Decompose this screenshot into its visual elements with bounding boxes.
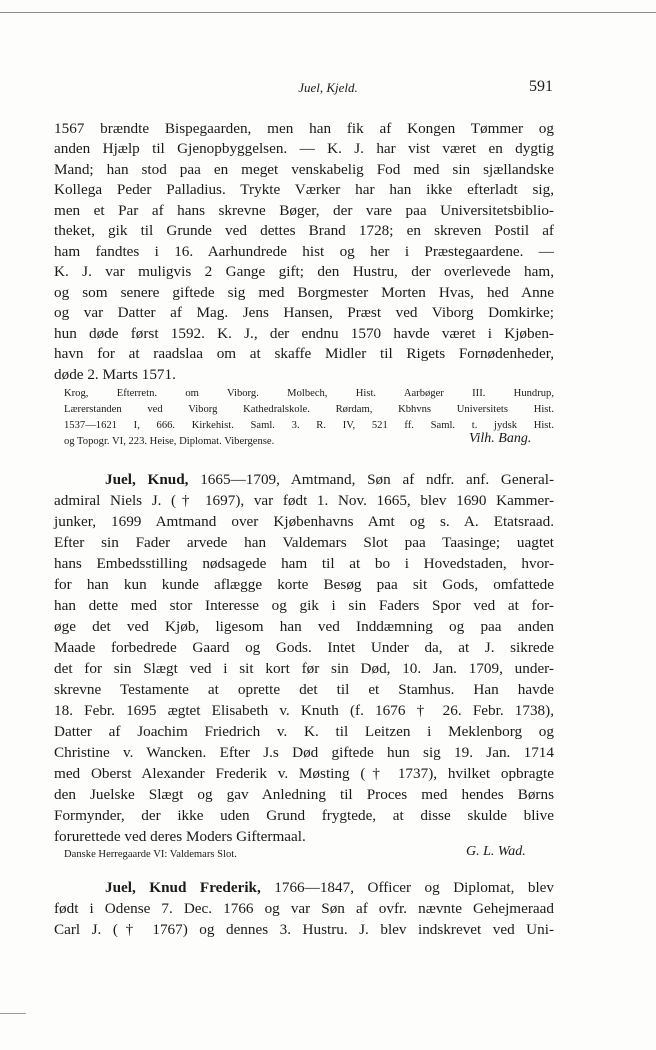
text-line: 1567 brændte Bispegaarden, men han fik af Kongen Tømmer og [54,120,554,137]
text-line: Kollega Peder Palladius. Trykte Værker har han ikke efterladt sig, [54,181,554,198]
text-line: Efter sin Fader arvede han Valdemars Slot paa Taasinge; uagtet [54,534,554,551]
text-run: 1766—1847, Officer og Diplomat, blev [260,879,554,896]
author-signature: G. L. Wad. [466,844,526,859]
source-line: Krog, Efterretn. om Viborg. Molbech, Hist. Aarbøger III. Hundrup, [64,388,554,399]
text-line: øge det ved Kjøb, ligesom han ved Inddæmning og paa anden [54,618,554,635]
source-line: og Topogr. VI, 223. Heise, Diplomat. Vibergense. [64,436,275,447]
text-line: admiral Niels J. († 1697), var født 1. Nov. 1665, blev 1690 Kammer- [54,492,554,509]
page-number: 591 [529,78,553,95]
text-line: hans Embedsstilling nødsagede ham til at bo i Hovedstaden, hvor- [54,555,554,572]
text-line: anden Hjælp til Gjenopbyggelsen. — K. J. har vist været en dygtig [54,140,554,157]
text-line: og som senere giftede sig med Borgmester Morten Hvas, hed Anne [54,284,554,301]
text-line: skrevne Testamente at oprette det til et Stamhus. Han havde [54,681,554,698]
text-line: døde 2. Marts 1571. [54,366,176,383]
text-line: med Oberst Alexander Frederik v. Møsting († 1737), hvilket opbragte [54,765,554,782]
text-line: Mand; han stod paa en meget venskabelig Fod med sin sjællandske [54,161,554,178]
text-line: Maade forbedrede Gaard og Gods. Intet Under da, at J. sikrede [54,639,554,656]
text-run: 1665—1709, Amtmand, Søn af ndfr. anf. General- [188,471,555,488]
text-line: født i Odense 7. Dec. 1766 og var Søn af ovfr. nævnte Gehejmeraad [54,900,554,917]
text-line: Formynder, der ikke uden Grund frygtede, at disse skulde blive [54,807,554,824]
text-line: det for sin Slægt ved i sit kort før sin Død, 10. Jan. 1709, under- [54,660,554,677]
author-signature: Vilh. Bang. [469,431,532,446]
text-line: Christine v. Wancken. Efter J.s Død giftede hun sig 19. Jan. 1714 [54,744,554,761]
running-head: Juel, Kjeld. [298,80,358,95]
text-line: og var Datter af Mag. Jens Hansen, Præst ved Viborg Domkirke; [54,304,554,321]
text-line: for han kun kunde aflægge korte Besøg paa sit Gods, omfattede [54,576,554,593]
source-line: Lærerstanden ved Viborg Kathedralskole. Rørdam, Kbhvns Universitets Hist. [64,404,554,415]
text-line [105,470,554,490]
text-line: den Juelske Slægt og gav Anledning til Proces med hendes Børns [54,786,554,803]
source-line: 1537—1621 I, 666. Kirkehist. Saml. 3. R. IV, 521 ff. Saml. t. jydsk Hist. [64,420,554,431]
text-line: hun døde først 1592. K. J., der endnu 1570 havde været i Kjøben- [54,325,554,342]
text-line [105,878,554,898]
source-line: Danske Herregaarde VI: Valdemars Slot. [64,849,237,860]
text-line: Carl J. († 1767) og dennes 3. Hustru. J. blev indskrevet ved Uni- [54,921,554,938]
text-line: ham fandtes i 16. Aarhundrede hist og her i Præstegaardene. — [54,243,554,260]
text-line: theket, gik til Grunde ved dettes Brand 1728; en skreven Postil af [54,222,554,239]
margin-mark [0,1013,26,1014]
entry-headword: Juel, Knud, [105,471,189,488]
entry-headword: Juel, Knud Frederik, [105,879,261,896]
text-line: havn for at raadslaa om at skaffe Midler til Rigets Fornødenheder, [54,345,554,362]
top-edge-rule [0,12,656,13]
text-line: forurettede ved deres Moders Giftermaal. [54,828,306,845]
text-line: Datter af Joachim Friedrich v. K. til Leitzen i Meklenborg og [54,723,554,740]
text-line: men et Par af hans skrevne Bøger, der vare paa Universitetsbiblio- [54,202,554,219]
text-line: junker, 1699 Amtmand over Kjøbenhavns Amt og s. A. Etatsraad. [54,513,554,530]
text-line: 18. Febr. 1695 ægtet Elisabeth v. Knuth (f. 1676 † 26. Febr. 1738), [54,702,554,719]
text-line: K. J. var muligvis 2 Gange gift; den Hustru, der overlevede ham, [54,263,554,280]
text-line: han dette med stor Interesse og gik i sin Faders Spor ved at for- [54,597,554,614]
